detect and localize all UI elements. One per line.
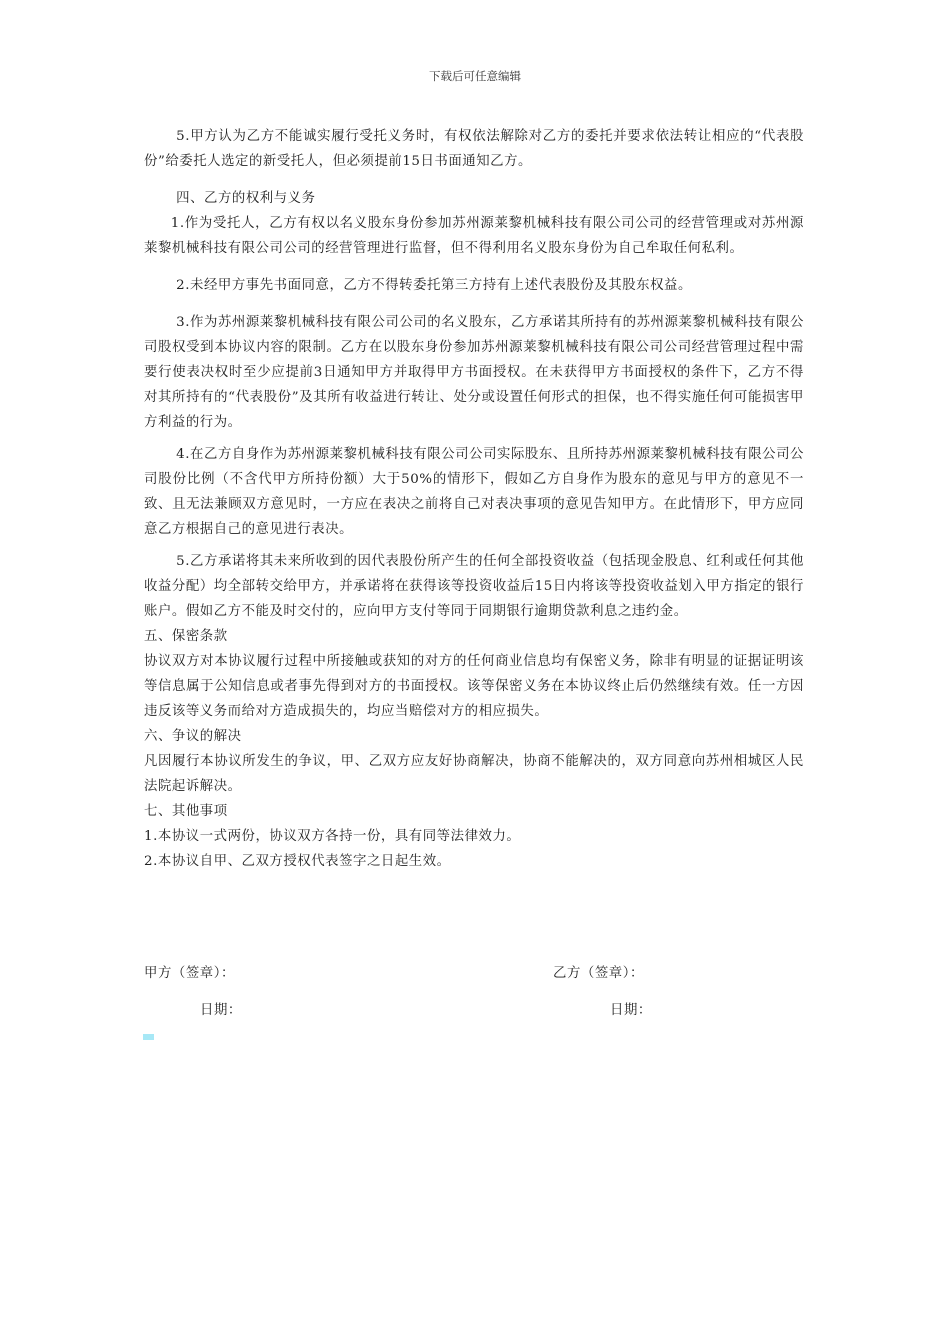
document-body — [144, 124, 804, 874]
clause-7-item-2: 2.本协议自甲、乙双方授权代表签字之日起生效。 — [144, 854, 451, 869]
section-7-title: 七、其他事项 — [144, 804, 228, 819]
clause-3-item-5: 5.甲方认为乙方不能诚实履行受托义务时，有权依法解除对乙方的委托并要求依法转让相应的“代表股份”给委托人选定的新受托人，但必须提前15日书面通知乙方。 — [144, 129, 804, 169]
clause-4-item-2: 2.未经甲方事先书面同意，乙方不得转委托第三方持有上述代表股份及其股东权益。 — [176, 278, 692, 293]
section-4-title: 四、乙方的权利与义务 — [176, 191, 316, 206]
clause-4-item-5: 5.乙方承诺将其未来所收到的因代表股份所产生的任何全部投资收益（包括现金股息、红利或任何其他收益分配）均全部转交给甲方，并承诺将在获得该等投资收益后15日内将该等投资收益划入甲方指定的银行账户。假如乙方不能及时交付的，应向甲方支付等同于同期银行逾期贷款利息之违约金。 — [144, 554, 804, 619]
clause-4-item-1: 1.作为受托人，乙方有权以名义股东身份参加苏州源莱黎机械科技有限公司公司的经营管理或对苏州源莱黎机械科技有限公司公司的经营管理进行监督，但不得利用名义股东身份为自己牟取任何私利。 — [144, 216, 804, 256]
page-header-note: 下载后可任意编辑 — [429, 69, 521, 83]
highlight-marker — [143, 1034, 154, 1040]
clause-4-item-4: 4.在乙方自身作为苏州源莱黎机械科技有限公司公司实际股东、且所持苏州源莱黎机械科技有限公司公司股份比例（不含代甲方所持份额）大于50%的情形下，假如乙方自身作为股东的意见与甲方的意见不一致、且无法兼顾双方意见时，一方应在表决之前将自己对表决事项的意见告知甲方。在此情形下，甲方应同意乙方根据自己的意见进行表决。 — [144, 447, 804, 537]
section-5-title: 五、保密条款 — [144, 629, 228, 644]
clause-4-item-3: 3.作为苏州源莱黎机械科技有限公司公司的名义股东，乙方承诺其所持有的苏州源莱黎机械科技有限公司股权受到本协议内容的限制。乙方在以股东身份参加苏州源莱黎机械科技有限公司公司经营管理过程中需要行使表决权时至少应提前3日通知甲方并取得甲方书面授权。在未获得甲方书面授权的条件下，乙方不得对其所持有的“代表股份”及其所有收益进行转让、处分或设置任何形式的担保，也不得实施任何可能损害甲方利益的行为。 — [144, 315, 804, 430]
party-b-signature-label: 乙方（签章）： — [553, 966, 644, 981]
party-a-date-label: 日期： — [200, 1003, 242, 1018]
section-5-body: 协议双方对本协议履行过程中所接触或获知的对方的任何商业信息均有保密义务，除非有明显的证据证明该等信息属于公知信息或者事先得到对方的书面授权。该等保密义务在本协议终止后仍然继续有效。任一方因违反该等义务而给对方造成损失的，均应当赔偿对方的相应损失。 — [144, 654, 804, 719]
party-a-signature-label: 甲方（签章）： — [144, 966, 235, 981]
clause-7-item-1: 1.本协议一式两份，协议双方各持一份，具有同等法律效力。 — [144, 829, 521, 844]
section-6-title: 六、争议的解决 — [144, 729, 242, 744]
section-6-body: 凡因履行本协议所发生的争议，甲、乙双方应友好协商解决，协商不能解决的，双方同意向苏州相城区人民法院起诉解决。 — [144, 754, 804, 794]
party-b-date-label: 日期： — [610, 1003, 652, 1018]
